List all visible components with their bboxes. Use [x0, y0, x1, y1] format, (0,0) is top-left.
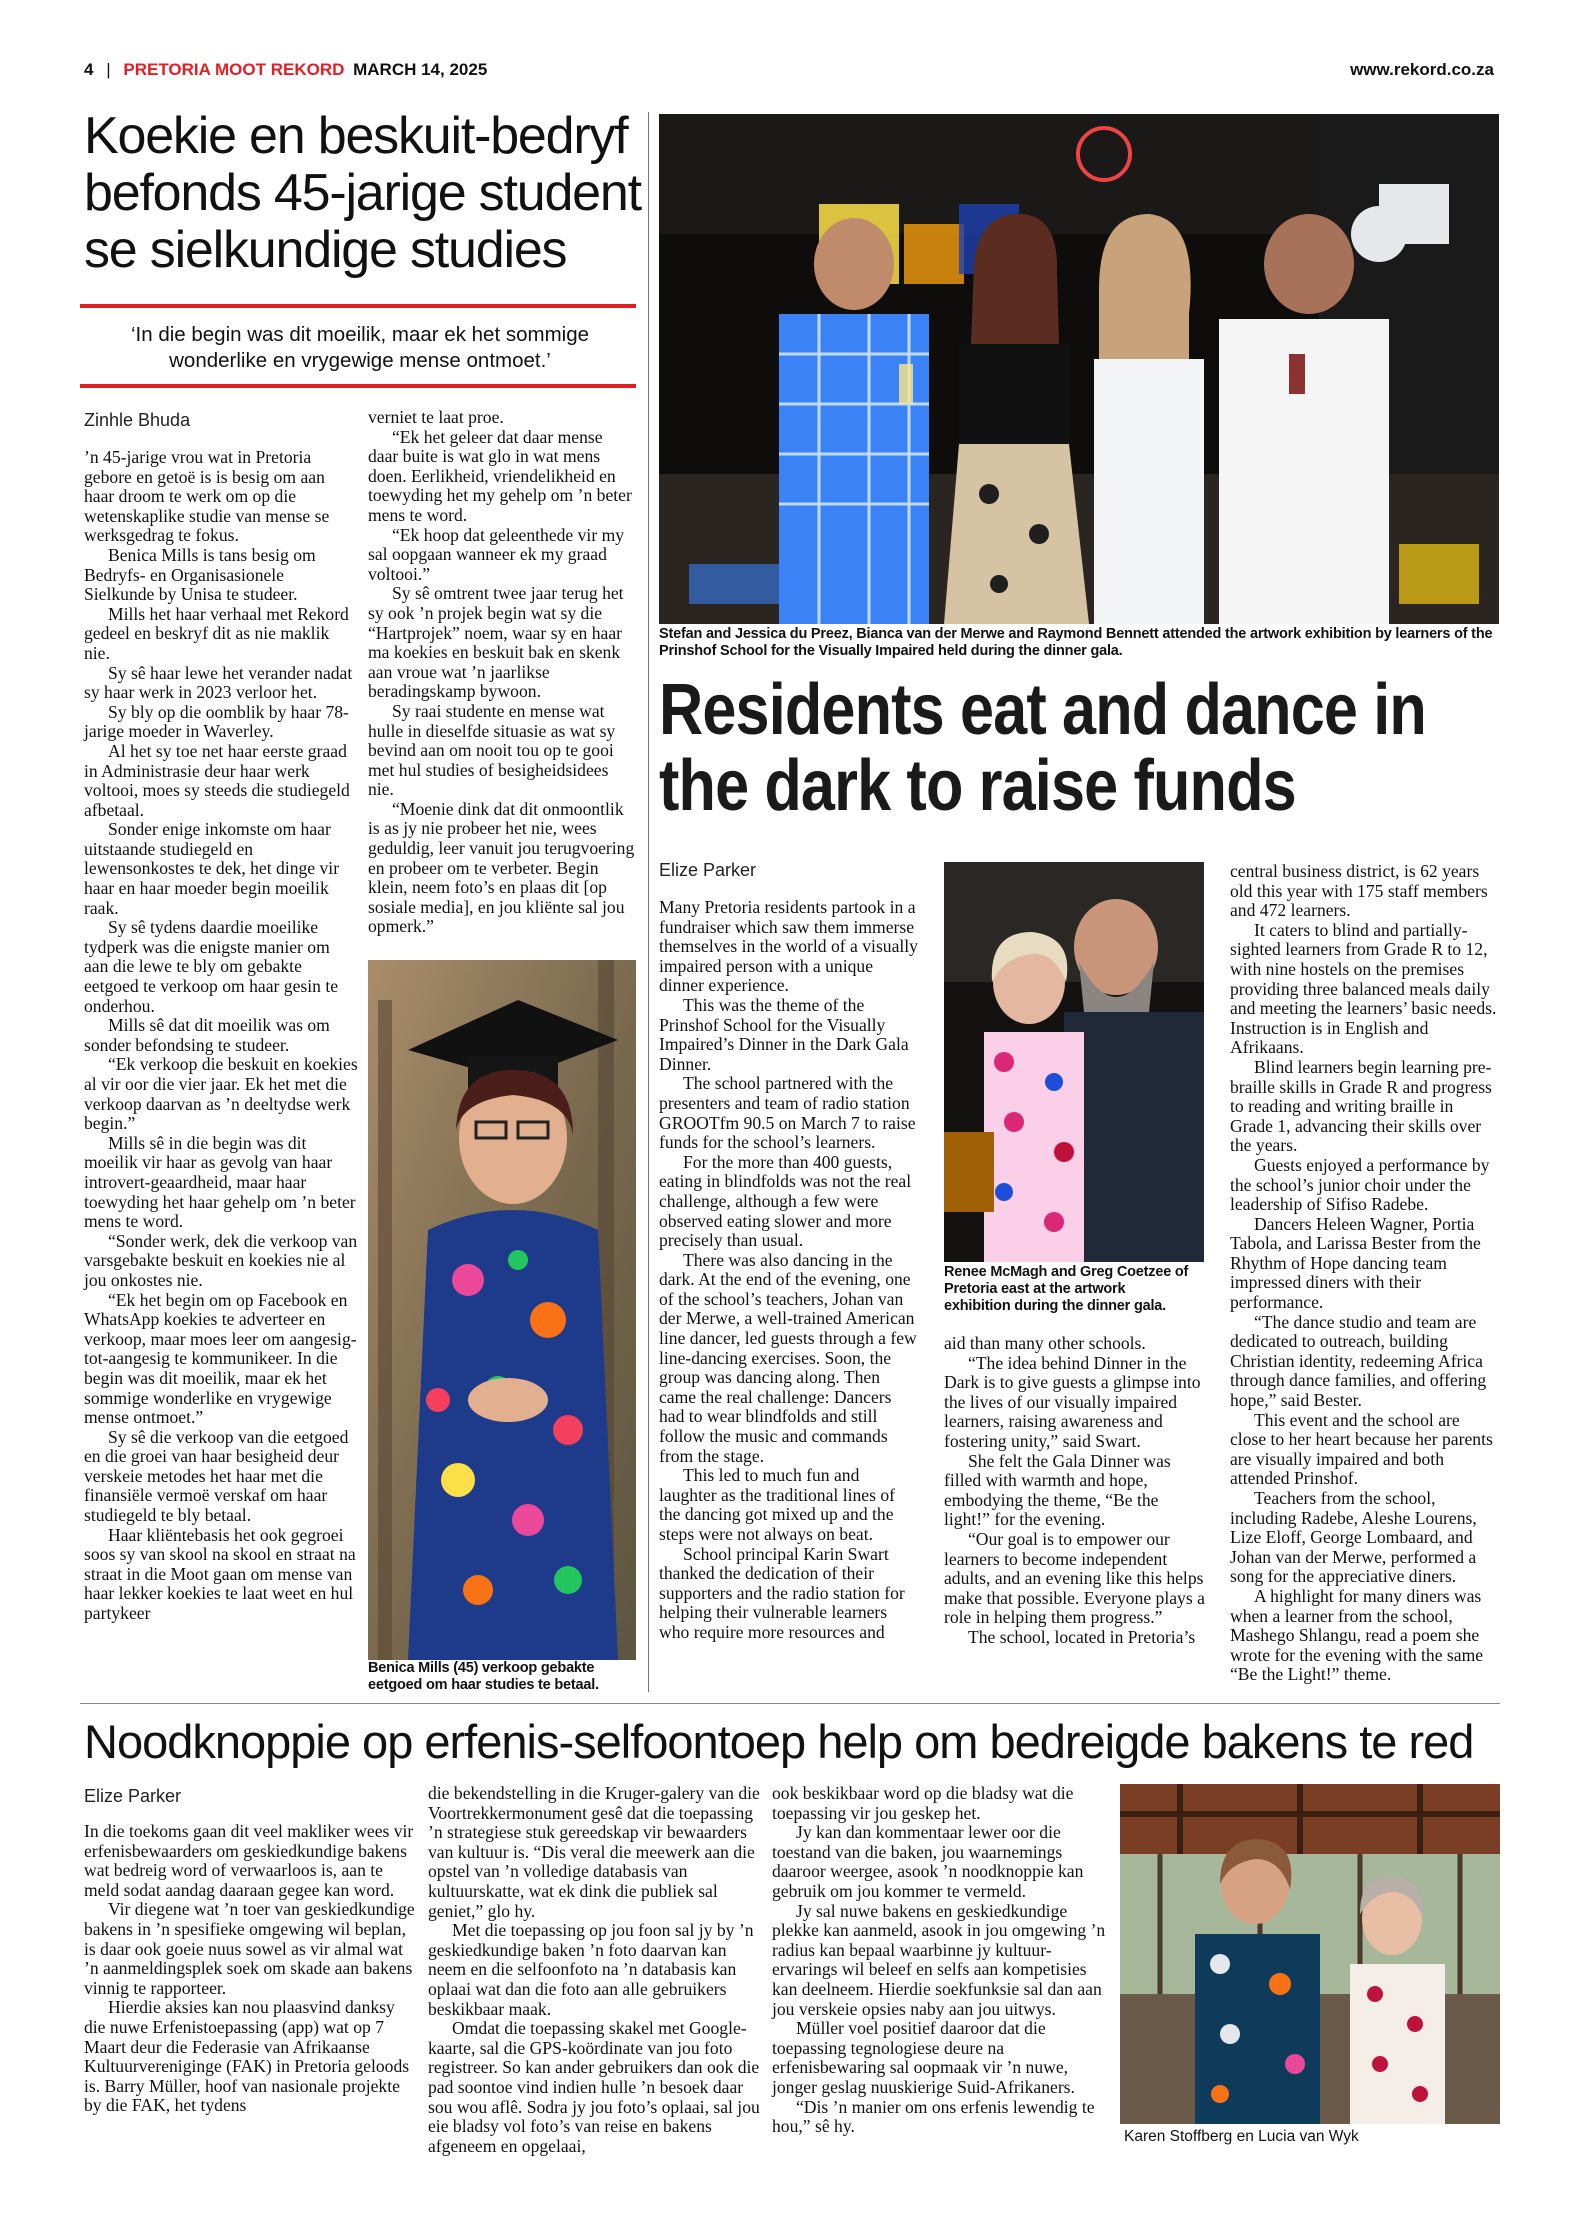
benica-mills-image — [368, 960, 636, 1660]
karen-lucia-photo — [1120, 1784, 1500, 2124]
article1-top-rule — [80, 304, 636, 308]
paragraph: It caters to blind and partially-sighted learners from Grade R to 12, with nine hostels on the premises providing three balanced meals daily and meeting the learners’ basic needs. Instruction is in English and Afrikaans. — [1230, 919, 1497, 1058]
paragraph: Met die toepassing op jou foon sal jy by ’n geskiedkundige baken ’n foto daarvan kan neem en die selfoonfoto na ’n databasis kan oplaai wat dan die foto aan alle gebruikers beskikbaar maak. — [428, 1920, 754, 2019]
group-photo-image — [659, 114, 1499, 624]
paragraph: Mills sê in die begin was dit moeilik vir haar as gevolg van haar introvert-geaardheid, maar haar toewyding het haar gehelp om ’n beter mens te word. — [84, 1132, 356, 1232]
paragraph: Mills het haar verhaal met Rekord gedeel en beskryf dit as nie maklik nie. — [84, 603, 349, 663]
paragraph: “Ek het begin om op Facebook en WhatsApp koekies te adverteer en verkoop, maar moes leer om aangesig-tot-aangesig te kommunikeer. In die begin was dit moeilik, maar ek het sommige wonderlike en vrygewige mense ontmoet.” — [84, 1289, 357, 1428]
group-photo-caption: Stefan and Jessica du Preez, Bianca van der Merwe and Raymond Bennett attended the artwork exhibition by learners of the Prinshof School for the Visually Impaired held during the dinner gala. — [659, 626, 1493, 659]
article3-column-1 — [84, 1822, 418, 2116]
paragraph: “Dis ’n manier om ons erfenis lewendig te hou,” sê hy. — [772, 2096, 1095, 2137]
paragraph: This led to much fun and laughter as the traditional lines of the dancing got mixed up and the steps were not always on beat. — [659, 1465, 895, 1544]
article1-headline: Koekie en beskuit-bedryf befonds 45-jarige student se sielkundige studies — [84, 107, 641, 279]
paragraph: ook beskikbaar word op die bladsy wat die toepassing vir jou geskep het. — [772, 1783, 1074, 1823]
renee-greg-caption: Renee McMagh and Greg Coetzee of Pretoria east at the artwork exhibition during the dinner gala. — [944, 1264, 1189, 1314]
article1-bottom-rule — [80, 384, 636, 388]
paragraph: Haar kliëntebasis het ook gegroei soos sy van skool na skool en straat na straat in die Moot gaan om mense van haar lekker koekies te laat weet en hul partykeer — [84, 1524, 356, 1624]
paragraph: There was also dancing in the dark. At the end of the evening, one of the school’s teachers, Johan van der Merwe, a well-trained American line dancer, led guests through a few line-dancing exercises. Soon, the group was dancing along. Then came the real challenge: Dancers had to wear blindfolds and still follow the music and commands from the stage. — [659, 1249, 917, 1466]
paragraph: A highlight for many diners was when a learner from the school, Mashego Shlangu, read a poem she wrote for the evening with the same “Be the Light!” theme. — [1230, 1585, 1484, 1685]
group-photo — [659, 114, 1499, 624]
paragraph: Müller voel positief daaroor dat die toepassing tegnologiese deure na erfenisbewaring sal oopmaak vir ’n nuwe, jonger geslag nuuskierige Suid-Afrikaners. — [772, 2018, 1075, 2097]
article2-column-3 — [1230, 862, 1500, 1685]
article1-column-2 — [368, 408, 636, 937]
article3-headline: Noodknoppie op erfenis-selfoontoep help om bedreigde bakens te red — [84, 1715, 1474, 1768]
karen-lucia-caption: Karen Stoffberg en Lucia van Wyk — [1124, 2128, 1359, 2145]
renee-greg-photo — [944, 862, 1204, 1262]
paragraph: verniet te laat proe. — [368, 407, 504, 427]
paragraph: Sy bly op die oomblik by haar 78-jarige moeder in Waverley. — [84, 701, 349, 742]
paragraph: She felt the Gala Dinner was filled with warmth and hope, embodying the theme, “Be the light!” for the evening. — [944, 1450, 1171, 1530]
paragraph: Jy kan dan kommentaar lewer oor die toestand van die baken, jou waarnemings daaroor weergee, asook ’n noodknoppie kan gebruik om jou kommer te vermeld. — [772, 1822, 1084, 1901]
paragraph: “Our goal is to empower our learners to become independent adults, and an evening like this helps make that possible. Everyone plays a role in helping them progress.” — [944, 1528, 1205, 1628]
paragraph: “Moenie dink dat dit onmoontlik is as jy nie probeer het nie, wees geduldig, leer vanuit jou terugvoering en probeer om te verbeter. Begin klein, neem foto’s en plaas dit [op sosiale media], en jou kliënte sal jou opmerk.” — [368, 798, 635, 937]
article2-byline: Elize Parker — [659, 860, 757, 880]
paragraph: Sy sê omtrent twee jaar terug het sy ook ’n projek begin wat sy die “Hartprojek” noem, waar sy en haar ma koekies en beskuit bak en skenk aan vroue wat ’n jaarlikse beradingskamp bywoon. — [368, 583, 624, 702]
paragraph: Sy raai studente en mense wat hulle in dieselfde situasie as wat sy bevind aan om nooit tou op te gooi met hul studies of besigheidsidees nie. — [368, 700, 616, 800]
paragraph: “The idea behind Dinner in the Dark is to give guests a glimpse into the lives of our visually impaired learners, raising awareness and fostering unity,” said Swart. — [944, 1352, 1201, 1451]
article2-column-2 — [944, 1334, 1206, 1648]
paragraph: The school, located in Pretoria’s — [968, 1626, 1196, 1647]
paragraph: “Ek verkoop die beskuit en koekies al vir oor die vier jaar. Ek het met die verkoop daarvan as ’n deeltydse werk begin.” — [84, 1054, 358, 1134]
article3-column-3 — [772, 1784, 1106, 2137]
paragraph: Blind learners begin learning pre-braille skills in Grade R and progress to reading and writing braille in Grade 1, advancing their skills over the years. — [1230, 1056, 1492, 1156]
paragraph: Jy sal nuwe bakens en geskiedkundige plekke kan aanmeld, asook in jou omgewing ’n radius kan bepaal waarbinne jy kultuur-ervarings wil beleef en selfs aan kompetisies kan deelneem. Hierdie soekfunksie sal dan aan jou verskeie opsies naby aan jou uitwys. — [772, 1900, 1106, 2019]
page-number: 4 — [84, 60, 94, 79]
article3-byline: Elize Parker — [84, 1786, 182, 1806]
page-header — [84, 60, 1494, 84]
section-divider — [80, 1703, 1500, 1704]
paragraph: For the more than 400 guests, eating in blindfolds was not the real challenge, although a few were observed eating slower and more precisely than usual. — [659, 1151, 912, 1251]
article3-column-2 — [428, 1784, 762, 2156]
karen-lucia-image — [1120, 1784, 1500, 2124]
paragraph: Teachers from the school, including Radebe, Aleshe Lourens, Lize Eloff, George Lombaard, and Johan van der Merwe, performed a song for the appreciative diners. — [1230, 1488, 1477, 1587]
paragraph: Sonder enige inkomste om haar uitstaande studiegeld en lewensonkostes te dek, het dinge vir haar en haar moeder begin moeilik raak. — [84, 819, 340, 918]
paragraph: aid than many other schools. — [944, 1333, 1146, 1353]
paragraph: The school partnered with the presenters and team of radio station GROOTfm 90.5 on March 7 to raise funds for the school’s learners. — [659, 1073, 916, 1153]
paragraph: Hierdie aksies kan nou plaasvind danksy die nuwe Erfenistoepassing (app) wat op 7 Maart deur die Federasie van Afrikaanse Kultuurvereniginge (FAK) in Pretoria geloods is. Barry Müller, hoof van nasionale projekte by die FAK, het tydens — [84, 1997, 410, 2116]
article1-column-1 — [84, 448, 358, 1624]
paragraph: Vir diegene wat ’n toer van geskiedkundige bakens in ’n spesifieke omgewing wil beplan, is daar ook goeie nuus sowel as vir almal wat ’n aanmeldingsplek soek om skade aan bakens vinnig te rapporteer. — [84, 1899, 415, 1998]
paragraph: Omdat die toepassing skakel met Google-kaarte, sal die GPS-koördinate van jou foto registreer. So kan ander gebruikers dan ook die pad soontoe vind indien hulle ’n besoek daar sou wou aflê. Sodra jy jou foto’s oplaai, sal jou eie bladsy vol foto’s van reise en bakens afgeneem en opgelaai, — [428, 2018, 760, 2156]
paragraph: “The dance studio and team are dedicated to outreach, building Christian identity, redeeming Africa through dance families, and offering hope,” said Bester. — [1230, 1311, 1487, 1411]
header-separator: | — [106, 60, 111, 79]
paragraph: Sy sê die verkoop van die eetgoed en die groei van haar besigheid deur verskeie metodes het haar met die finansiële vermoë verskaf om haar studiegeld te bly betaal. — [84, 1426, 349, 1526]
article2-headline: Residents eat and dance in the dark to raise funds — [659, 670, 1426, 826]
paragraph: Guests enjoyed a performance by the school’s junior choir under the leadership of Sifiso Radebe. — [1230, 1154, 1490, 1215]
paragraph: “Ek hoop dat geleenthede vir my sal oopgaan wanneer ek my graad voltooi.” — [368, 524, 625, 584]
paragraph: “Sonder werk, dek die verkoop van varsgebakte beskuit en koekies nie al jou onkostes nie. — [84, 1230, 358, 1290]
article2-column-1 — [659, 898, 919, 1643]
article1-byline: Zinhle Bhuda — [84, 410, 191, 430]
paragraph: Benica Mills is tans besig om Bedryfs- en Organisasionele Sielkunde by Unisa te studeer. — [84, 544, 316, 605]
issue-date: MARCH 14, 2025 — [353, 60, 488, 79]
paragraph: Many Pretoria residents partook in a fundraiser which saw them immerse themselves in the world of a visually impaired person with a unique dinner experience. — [659, 897, 918, 996]
column-divider — [648, 112, 649, 1692]
paragraph: Mills sê dat dit moeilik was om sonder befondsing te studeer. — [84, 1015, 330, 1055]
paragraph: Sy sê tydens daardie moeilike tydperk was die enigste manier om aan die lewe te bly om gebakte eetgoed te verkoop om haar gesin te onderhou. — [84, 917, 339, 1016]
article1-pull-quote: ‘In die begin was dit moeilik, maar ek het sommige wonderlike en vrygewige mense ontmoet.’ — [130, 323, 590, 372]
paper-name: PRETORIA MOOT REKORD — [123, 60, 345, 79]
paragraph: This event and the school are close to her heart because her parents are visually impaired and both attended Prinshof. — [1230, 1409, 1493, 1489]
paragraph: central business district, is 62 years old this year with 175 staff members and 472 learners. — [1230, 861, 1488, 921]
website-url[interactable]: www.rekord.co.za — [1350, 60, 1494, 79]
benica-mills-photo — [368, 960, 636, 1660]
paragraph: Al het sy toe net haar eerste graad in Administrasie deur haar werk voltooi, moes sy steeds die studiegeld afbetaal. — [84, 740, 350, 820]
paragraph: die bekendstelling in die Kruger-galery van die Voortrekkermonument gesê dat die toepassing ’n strategiese stuk gereedskap vir bewaarders van kultuur is. “Dis veral die meewerk aan die opstel van ’n volledige databasis van kultuurskatte, wat ek dink die publiek sal geniet,” glo hy. — [428, 1783, 760, 1921]
paragraph: This was the theme of the Prinshof School for the Visually Impaired’s Dinner in the Dark Gala Dinner. — [659, 994, 909, 1074]
paragraph: Sy sê haar lewe het verander nadat sy haar werk in 2023 verloor het. — [84, 662, 353, 703]
renee-greg-image — [944, 862, 1204, 1262]
paragraph: “Ek het geleer dat daar mense daar buite is wat glo in wat mens doen. Eerlikheid, vriendelikheid en toewyding het my gehelp om ’n beter mens te word. — [368, 426, 632, 525]
benica-mills-caption: Benica Mills (45) verkoop gebakte eetgoed om haar studies te betaal. — [368, 1660, 599, 1693]
paragraph: Dancers Heleen Wagner, Portia Tabola, and Larissa Bester from the Rhythm of Hope dancing team impressed diners with their performance. — [1230, 1213, 1481, 1313]
paragraph: School principal Karin Swart thanked the dedication of their supporters and the radio station for helping their vulnerable learners who require more resources and — [659, 1543, 905, 1642]
paragraph: In die toekoms gaan dit veel makliker wees vir erfenisbewaarders om geskiedkundige bakens wat bedreig word of verwaarloos is, aan te meld sodat aandag daaraan gegee kan word. — [84, 1821, 414, 1900]
paragraph: ’n 45-jarige vrou wat in Pretoria gebore en getoë is is besig om aan haar droom te werk om op die wetenskaplike studie van mense se werksgedrag te fokus. — [84, 447, 330, 546]
